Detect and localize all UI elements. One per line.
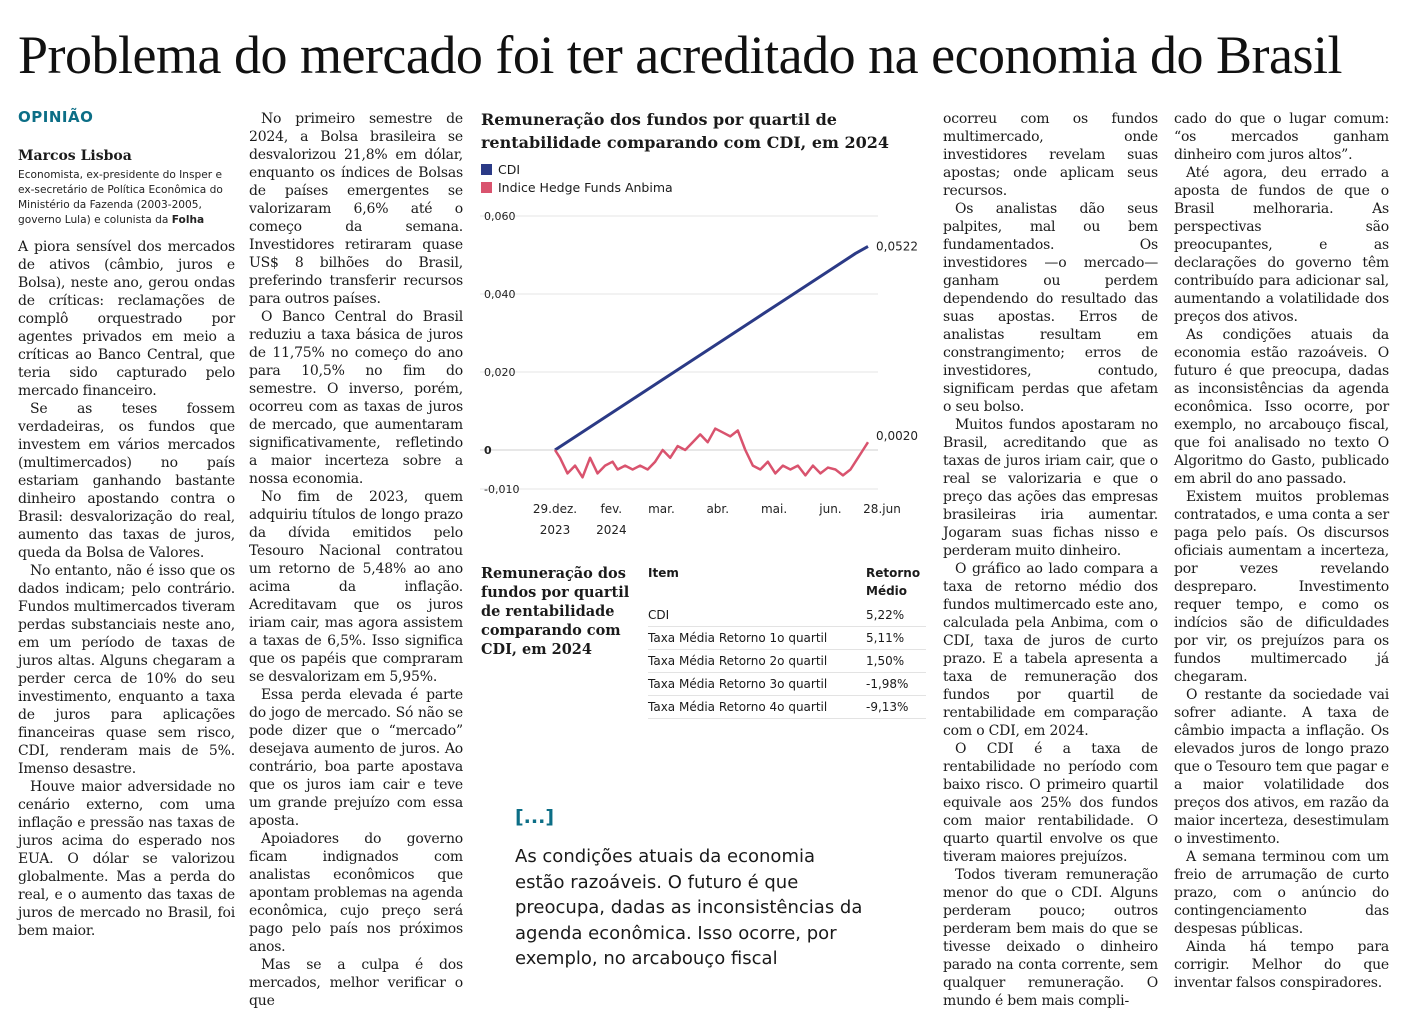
- legend-label: CDI: [498, 162, 521, 177]
- pull-quote: As condições atuais da economia estão razoáveis. O futuro é que preocupa, dadas as inconsistências da agenda econômica. Isso ocorre, por exemplo, no arcabouço fiscal: [515, 846, 863, 969]
- series-line-cdi: [555, 246, 868, 450]
- table-cell: Taxa Média Retorno 2o quartil: [648, 650, 856, 673]
- paragraph: cado do que o lugar comum: “os mercados ganham dinheiro com juros altos”.: [1174, 111, 1389, 163]
- table-header: Item: [648, 566, 679, 580]
- author-bio-outlet: Folha: [171, 214, 205, 226]
- paragraph: Essa perda elevada é parte do jogo de mercado. Só não se pode dizer que o “mercado” desejava aumento de juros. Ao contrário, boa parte apostava que os juros iam cair e teve um grande prejuízo com essa aposta.: [249, 687, 463, 829]
- series-end-label: 0,0020: [876, 429, 918, 444]
- table-cell: Taxa Média Retorno 4o quartil: [648, 696, 856, 719]
- legend-item-hedge: [481, 180, 673, 195]
- table-cell: 5,22%: [856, 604, 926, 627]
- series-line-hedge-fund: [555, 429, 868, 478]
- table-cell: CDI: [648, 604, 856, 627]
- table-cell: -9,13%: [856, 696, 926, 719]
- paragraph: A semana terminou com um freio de arrumação de curto prazo, com o anúncio do contingenciamento das despesas públicas.: [1174, 849, 1389, 937]
- y-tick-label: -0,010: [484, 483, 520, 496]
- x-tick-label: mai.: [760, 502, 788, 516]
- paragraph: Todos tiveram remuneração menor do que o CDI. Alguns perderam pouco; outros perderam bem mais do que se tivesse deixado o dinheiro parado na conta corrente, sem qualquer remuneração. O mundo é bem mais compli-: [943, 867, 1158, 1009]
- table-row: [648, 627, 926, 650]
- paragraph: Até agora, deu errado a aposta de fundos de que o Brasil melhoraria. As perspectivas são preocupantes, e as declarações do governo têm contribuído para adicionar sal, aumentando a volatilidade dos preços dos ativos.: [1174, 165, 1389, 325]
- x-tick-label: 2023: [539, 523, 571, 537]
- table-cell: Taxa Média Retorno 3o quartil: [648, 673, 856, 696]
- table-cell: -1,98%: [856, 673, 926, 696]
- legend-swatch: [481, 164, 492, 175]
- table-cell: 1,50%: [856, 650, 926, 673]
- paragraph: No fim de 2023, quem adquiriu títulos de longo prazo da dívida emitidos pelo Tesouro Nacional contratou um retorno de 5,48% ao ano acima da inflação. Acreditavam que os juros iriam cair, mas agora assistem a taxas de 6,5%. Isso significa que os papéis que compraram se desvalorizam em 5,95%.: [249, 489, 463, 685]
- paragraph: Muitos fundos apostaram no Brasil, acreditando que as taxas de juros iriam cair, que o real se valorizaria e que o preço das ações das empresas brasileiras iria aumentar. Jogaram suas fichas nisso e perderam muito dinheiro.: [943, 417, 1158, 559]
- x-tick-label: 29.dez.: [532, 502, 578, 516]
- paragraph: Mas se a culpa é dos mercados, melhor verificar o que: [249, 957, 463, 1009]
- series-end-label: 0,0522: [876, 239, 918, 254]
- table-cell: Taxa Média Retorno 1o quartil: [648, 627, 856, 650]
- x-tick-label: fev.: [600, 502, 623, 516]
- y-tick-label: 0,020: [484, 366, 516, 379]
- paragraph: ocorreu com os fundos multimercado, onde investidores revelam suas apostas; onde aplicam seus recursos.: [943, 111, 1158, 199]
- article-column-2: [249, 110, 463, 1009]
- table-title: Remuneração dos fundos por quartil de rentabilidade comparando com CDI, em 2024: [481, 565, 630, 658]
- paragraph: Se as teses fossem verdadeiras, os fundos que investem em vários mercados (multimercados) no país estariam ganhando bastante dinheiro apostando contra o Brasil: desvalorização do real, aumento das taxas de juros, queda da Bolsa de Valores.: [18, 401, 235, 561]
- chart-title: Remuneração dos fundos por quartil de rentabilidade comparando com CDI, em 2024: [481, 110, 890, 152]
- headline: Problema do mercado foi ter acreditado na economia do Brasil: [18, 25, 1343, 85]
- paragraph: Apoiadores do governo ficam indignados com analistas econômicos que apontam problemas na agenda econômica, cujo preço será pago pelo país nos próximos anos.: [249, 831, 463, 955]
- paragraph: Ainda há tempo para corrigir. Melhor do que inventar falsos conspiradores.: [1174, 939, 1389, 991]
- line-chart: [470, 200, 930, 545]
- x-tick-label: 2024: [596, 523, 627, 537]
- returns-table: [648, 564, 926, 719]
- legend-label: Indice Hedge Funds Anbima: [498, 180, 673, 195]
- author-bio: [18, 168, 230, 228]
- x-tick-label: 28.jun: [863, 502, 901, 516]
- article-column-5: [1174, 110, 1389, 991]
- paragraph: As condições atuais da economia estão razoáveis. O futuro é que preocupa, dadas as inconsistências da agenda econômica. Isso ocorre, por exemplo, no arcabouço fiscal, que foi analisado no texto O Algoritmo do Gasto, publicado em abril do ano passado.: [1174, 327, 1389, 487]
- x-tick-label: jun.: [819, 502, 842, 516]
- article-column-4: [943, 110, 1158, 1009]
- paragraph: No entanto, não é isso que os dados indicam; pelo contrário. Fundos multimercados tiveram perdas substanciais neste ano, em um período de taxas de juros altas. Alguns chegaram a perder cerca de 10% do seu investimento, enquanto a taxa de juros para aplicações financeiras quase sem risco, CDI, renderam mais de 5%. Imenso desastre.: [18, 563, 235, 777]
- y-tick-label: 0,040: [484, 288, 516, 301]
- legend-item-cdi: [481, 162, 520, 177]
- table-header-row: [648, 564, 926, 604]
- y-tick-label: 0: [484, 444, 492, 457]
- paragraph: No primeiro semestre de 2024, a Bolsa brasileira se desvalorizou 21,8% em dólar, enquanto os índices de Bolsas de países emergentes se valorizaram 6,6% até o começo da semana. Investidores retiraram quase US$ 8 bilhões do Brasil, preferindo transferir recursos para outros países.: [249, 111, 463, 307]
- x-tick-label: abr.: [706, 502, 730, 516]
- paragraph: O gráfico ao lado compara a taxa de retorno médio dos fundos multimercado este ano, calculada pela Anbima, com o CDI, taxa de juros de curto prazo. E a tabela apresenta a taxa de remuneração dos fundos por quartil de rentabilidade em comparação com o CDI, em 2024.: [943, 561, 1158, 739]
- paragraph: Houve maior adversidade no cenário externo, com uma inflação e pressão nas taxas de juros acima do esperado nos EUA. O dólar se valorizou globalmente. Mas a perda do real, e o aumento das taxas de juros de mercado no Brasil, foi bem maior.: [18, 779, 235, 939]
- table-row: [648, 673, 926, 696]
- y-tick-label: 0,060: [484, 210, 516, 223]
- table-row: [648, 650, 926, 673]
- pull-quote-marker: [...]: [515, 806, 555, 828]
- paragraph: A piora sensível dos mercados de ativos (câmbio, juros e Bolsa), neste ano, gerou ondas de críticas: reclamações de complô orquestrado por agentes privados em meio a críticas ao Banco Central, que teria sido capturado pelo mercado financeiro.: [18, 239, 235, 399]
- paragraph: O Banco Central do Brasil reduziu a taxa básica de juros de 11,75% no começo do ano para 10,5% no fim do semestre. O inverso, porém, ocorreu com as taxas de juros de mercado, que aumentaram significativamente, refletindo a maior incerteza sobre a nossa economia.: [249, 309, 463, 487]
- paragraph: O restante da sociedade vai sofrer adiante. A taxa de câmbio impacta a inflação. Os elevados juros de longo prazo que o Tesouro tem que pagar e a maior volatilidade dos preços dos ativos, em razão da maior incerteza, desestimulam o investimento.: [1174, 687, 1389, 847]
- table-row: [648, 604, 926, 627]
- table-row: [648, 696, 926, 719]
- author-name: Marcos Lisboa: [18, 148, 132, 164]
- paragraph: O CDI é a taxa de rentabilidade no período com baixo risco. O primeiro quartil equivale aos 25% dos fundos com maior rentabilidade. O quarto quartil envolve os que tiveram maiores prejuízos.: [943, 741, 1158, 865]
- paragraph: Os analistas dão seus palpites, mal ou bem fundamentados. Os investidores —o mercado— ganham ou perdem dependendo do resultado das suas apostas. Erros de analistas resultam em constrangimento; erros de investidores, contudo, significam perdas que afetam o seu bolso.: [943, 201, 1158, 415]
- section-label: OPINIÃO: [18, 108, 94, 126]
- legend-swatch: [481, 182, 492, 193]
- paragraph: Existem muitos problemas contratados, e uma conta a ser paga pelo país. Os discursos oficiais aumentam a incerteza, por vezes revelando despreparo. Investimento requer tempo, e como os indícios são de dificuldades por vir, os prejuízos para os fundos multimercado já chegaram.: [1174, 489, 1389, 685]
- x-tick-label: mar.: [648, 502, 675, 516]
- table-cell: 5,11%: [856, 627, 926, 650]
- article-column-1: [18, 238, 235, 978]
- table-header: Retorno Médio: [866, 566, 921, 598]
- author-bio-text: Economista, ex-presidente do Insper e ex-secretário de Política Econômica do Ministério da Fazenda (2003-2005, governo Lula) e colunista da: [18, 169, 223, 226]
